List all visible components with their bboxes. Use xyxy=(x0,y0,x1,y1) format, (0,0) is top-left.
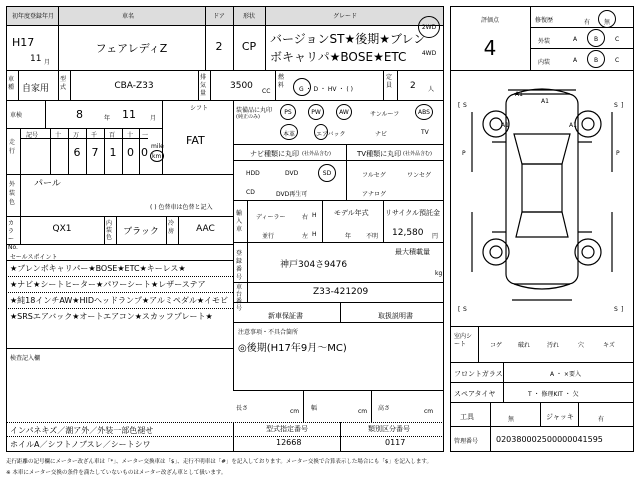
navi-dvd-playback: DVD再生可 xyxy=(276,191,308,198)
height-label: 高さ xyxy=(378,405,391,412)
diagram-a1-right: A1 xyxy=(569,122,577,129)
shift-label: シフト xyxy=(190,105,209,112)
spare-value: T ・ 修理KIT ・ 欠 xyxy=(528,391,579,398)
drive-2wd: 2WD xyxy=(421,24,437,31)
equip-pw: PW xyxy=(311,109,321,116)
first-reg-label: 初年度登録年月 xyxy=(11,13,54,20)
navi-note: (社外品含む) xyxy=(302,151,331,157)
body-type-value: CP xyxy=(241,40,257,53)
sheet-item-2: 破れ xyxy=(518,342,531,349)
tv-oneseg: ワンセグ xyxy=(407,172,432,179)
notes-label: 注意事項・不具合箇所 xyxy=(238,329,299,336)
mileage-digit-2: 7 xyxy=(91,146,99,159)
grade-line-2: ボキャリパ★BOSE★ETC xyxy=(270,50,407,64)
vehicle-use: 自家用 xyxy=(22,84,50,94)
diagram-a2-top: A1 xyxy=(541,98,549,105)
notes-text: ◎後期(H17年9月〜MC) xyxy=(238,343,347,354)
place-one: 一 xyxy=(142,132,149,139)
mileage-digit-3: 1 xyxy=(109,146,117,159)
place-ten: 十 xyxy=(127,132,134,139)
type-no-label: 型式指定番号 xyxy=(266,425,308,433)
unit-mile: mile xyxy=(151,143,164,150)
first-reg-month: 11 xyxy=(30,54,42,64)
color-code-label: カラーNo. xyxy=(8,220,18,251)
type-no-value: 12668 xyxy=(276,438,302,447)
displacement-label: 排気量 xyxy=(200,74,207,97)
model-code-label: 型式 xyxy=(60,76,67,91)
doors-label: ドア xyxy=(213,13,225,20)
diagram-a2: A1 xyxy=(515,91,523,98)
import-parallel: 並行 xyxy=(262,233,275,240)
navi-label: ナビ種類に丸印 xyxy=(250,150,299,158)
diagram-s-right: S xyxy=(614,102,618,109)
diagram-a1-left: A1 xyxy=(501,122,509,129)
diagram-p-right: P xyxy=(616,150,620,157)
tv-analog: アナログ xyxy=(362,191,387,198)
length-label: 長さ xyxy=(236,405,249,412)
interior-grade-a: A xyxy=(573,57,578,64)
diagram-s-bottom-left: S xyxy=(463,306,467,313)
diagram-s-bottom-right: S xyxy=(614,306,618,313)
unit-km: km xyxy=(152,153,162,160)
interior-sheet-label: 室内シート xyxy=(454,333,473,348)
interior-grade-b: B xyxy=(593,57,599,64)
sheet-item-1: コゲ xyxy=(490,342,503,349)
score-value: 4 xyxy=(483,36,497,60)
max-load-label: 最大積載量 xyxy=(395,248,430,256)
recycle-label: リサイクル預託金 xyxy=(385,209,441,217)
width-label: 幅 xyxy=(311,405,318,412)
tools-label: 工具 xyxy=(460,413,474,421)
mileage-digit-1: 6 xyxy=(73,146,81,159)
import-right-hand: 右 xyxy=(302,214,309,221)
capacity-unit: 人 xyxy=(428,86,435,93)
inspection-month: 11 xyxy=(122,108,136,121)
model-year-label: モデル年式 xyxy=(334,209,369,217)
model-year-unit: 年 xyxy=(345,233,352,240)
equip-aw: AW xyxy=(339,109,349,116)
sheet-item-4: 穴 xyxy=(578,342,585,349)
chassis-label: 車台番号 xyxy=(236,284,243,312)
equip-tv: TV xyxy=(421,129,429,136)
import-dealer: ディーラー xyxy=(256,214,286,221)
grade-line-1: バージョンST★後期★ブレン xyxy=(270,32,426,46)
recycle-value: 12,580 xyxy=(392,228,424,238)
memo-label: 記号 xyxy=(26,132,39,139)
equipment-label: 装備品に丸印 xyxy=(236,107,273,114)
inspector-line-2: ホイルA／シフトノブスレ／シートシワ xyxy=(10,440,151,449)
glass-value: A ・ ×要入 xyxy=(550,371,581,378)
inspection-label: 車検 xyxy=(10,112,23,119)
grade-label: グレード xyxy=(332,13,357,20)
navi-hdd: HDD xyxy=(246,170,260,177)
sales-point-line-1: ★ブレンボキャリパー★BOSE★ETC★キーレス★ xyxy=(10,264,186,273)
import-handle-1: H xyxy=(312,212,317,219)
inspector-line-1: インパネキズ／潮ア外／外装一部色褪せ xyxy=(10,426,154,435)
class-no-label: 類別区分番号 xyxy=(368,425,410,433)
mileage-digit-4: 0 xyxy=(127,146,134,159)
mileage-label: 走行 xyxy=(9,139,16,155)
navi-sd: SD xyxy=(322,170,332,177)
plate-value: 神戸304さ9476 xyxy=(280,260,348,270)
diagram-p-left: P xyxy=(462,150,466,157)
width-unit: cm xyxy=(358,408,368,415)
capacity-label: 定員 xyxy=(386,74,393,89)
ac-value: AAC xyxy=(196,224,215,234)
exterior-color: パール xyxy=(34,179,61,189)
fuel-label: 燃料 xyxy=(278,74,285,89)
displacement-value: 3500 xyxy=(230,81,253,91)
model-name-label: 車名 xyxy=(121,13,134,20)
navi-dvd: DVD xyxy=(285,170,299,177)
body-type-label: 形状 xyxy=(242,13,255,20)
warranty-new: 新車保証書 xyxy=(268,312,303,320)
model-year-value: 不明 xyxy=(366,233,379,240)
mileage-digit-5: 0 xyxy=(141,146,148,159)
recycle-unit: 円 xyxy=(432,233,439,240)
equip-abs: ABS xyxy=(418,109,430,116)
tv-label: TV種類に丸印 xyxy=(357,150,402,158)
capacity-value: 2 xyxy=(410,81,416,91)
doors-value: 2 xyxy=(215,40,223,53)
class-no-value: 0117 xyxy=(385,438,406,447)
first-reg-year: H17 xyxy=(12,36,35,49)
color-code-value: QX1 xyxy=(52,224,72,234)
max-load-unit: kg xyxy=(435,270,443,277)
tools-value: 無 xyxy=(508,416,515,423)
sales-point-line-4: ★SRSエアバック★オートエアコン★スカッフプレート★ xyxy=(10,312,213,321)
glass-label: フロントガラス xyxy=(454,370,503,378)
first-reg-month-unit: 月 xyxy=(44,59,51,66)
equip-airbag: エアバック xyxy=(316,131,346,138)
ac-label: 冷房 xyxy=(168,220,175,235)
footnote-line-1: 走行距離の記号欄にメーター改ざん車は「*」、メーター交換車は「$」、走行不明車は「#」を記入しております。メーター交換で合算表示した場合にも「$」を記入します。 xyxy=(6,459,432,465)
jack-value: 有 xyxy=(598,416,605,423)
diagram-bracket-tl: [ xyxy=(458,102,461,109)
diagram-bracket-bl: [ xyxy=(458,306,461,313)
control-value: 020380002500000041595 xyxy=(496,435,603,444)
score-label: 評価点 xyxy=(480,17,499,24)
repair-label: 修復歴 xyxy=(535,17,554,24)
place-ten-thousand-hundred: 十 xyxy=(55,132,62,139)
place-ten-thousand: 万 xyxy=(73,132,80,139)
inspection-year-unit: 年 xyxy=(104,115,111,122)
tv-fullseg: フルセグ xyxy=(362,172,386,179)
interior-grade-label: 内装 xyxy=(538,59,551,66)
navi-cd: CD xyxy=(246,189,255,196)
exterior-grade-c: C xyxy=(615,36,620,43)
vehicle-label: 車種 xyxy=(8,76,15,91)
repair-no: 無 xyxy=(603,19,610,26)
import-left-hand: 左 xyxy=(302,233,309,240)
shift-value: FAT xyxy=(186,134,205,147)
spare-label: スペアタイヤ xyxy=(454,390,496,398)
diagram-bracket-br: ] xyxy=(621,306,624,313)
exterior-grade-label: 外装 xyxy=(538,38,551,45)
inspection-month-unit: 月 xyxy=(150,115,157,122)
diagram-s-left: S xyxy=(463,102,467,109)
sheet-item-5: キズ xyxy=(603,342,615,349)
repair-yes: 有 xyxy=(584,19,591,26)
control-label: 管理番号 xyxy=(454,438,479,445)
car-diagram xyxy=(452,72,632,322)
exterior-color-note: ( ) 色替車は色替と記入 xyxy=(150,204,213,211)
import-label: 輸入車 xyxy=(236,210,243,233)
diagram-bracket-tr: ] xyxy=(621,102,624,109)
place-thousand: 千 xyxy=(91,132,98,139)
plate-label: 登録番号 xyxy=(236,250,243,281)
exterior-grade-b: B xyxy=(593,36,599,43)
equip-sunroof: サンルーフ xyxy=(370,111,400,118)
sales-point-line-3: ★純18インチAW★HIDヘッドランプ★アルミペダル★イモビ xyxy=(10,296,229,305)
sales-points-label: セールスポイント xyxy=(10,254,58,261)
inspection-year: 8 xyxy=(76,108,83,121)
interior-color-value: ブラック xyxy=(123,227,159,237)
interior-grade-c: C xyxy=(615,57,620,64)
height-unit: cm xyxy=(424,408,434,415)
warranty-manual: 取扱説明書 xyxy=(378,312,413,320)
model-name-value: フェアレディZ xyxy=(95,42,168,55)
tv-note: (社外品含む) xyxy=(403,151,432,157)
sheet-item-3: 汚れ xyxy=(547,342,560,349)
displacement-unit: CC xyxy=(262,88,271,95)
length-unit: cm xyxy=(290,408,300,415)
fuel-options: G ・ D ・ HV ・ ( ) xyxy=(299,86,353,93)
equip-ps: PS xyxy=(284,109,292,116)
import-handle-2: H xyxy=(312,231,317,238)
equip-navi: ナビ xyxy=(375,131,388,138)
chassis-value: Z33-421209 xyxy=(313,287,369,297)
exterior-label: 外装色 xyxy=(9,181,16,206)
jack-label: ジャッキ xyxy=(546,413,574,421)
equipment-note: (純正のみ) xyxy=(236,114,260,120)
place-hundred: 百 xyxy=(109,132,116,139)
inspector-label: 検査記入欄 xyxy=(10,355,41,362)
exterior-grade-a: A xyxy=(573,36,578,43)
equip-leather: 本革 xyxy=(282,131,295,138)
interior-color-label: 内装色 xyxy=(106,220,113,241)
model-code: CBA-Z33 xyxy=(114,81,154,91)
drive-4wd: 4WD xyxy=(421,50,437,57)
sales-point-line-2: ★ナビ★シートヒーター★パワーシート★レザーステア xyxy=(10,280,206,289)
footnote-line-2: ※ 本車にメーター交換の条件を満たしていないものはメーター改ざん車として扱います。 xyxy=(6,470,227,476)
